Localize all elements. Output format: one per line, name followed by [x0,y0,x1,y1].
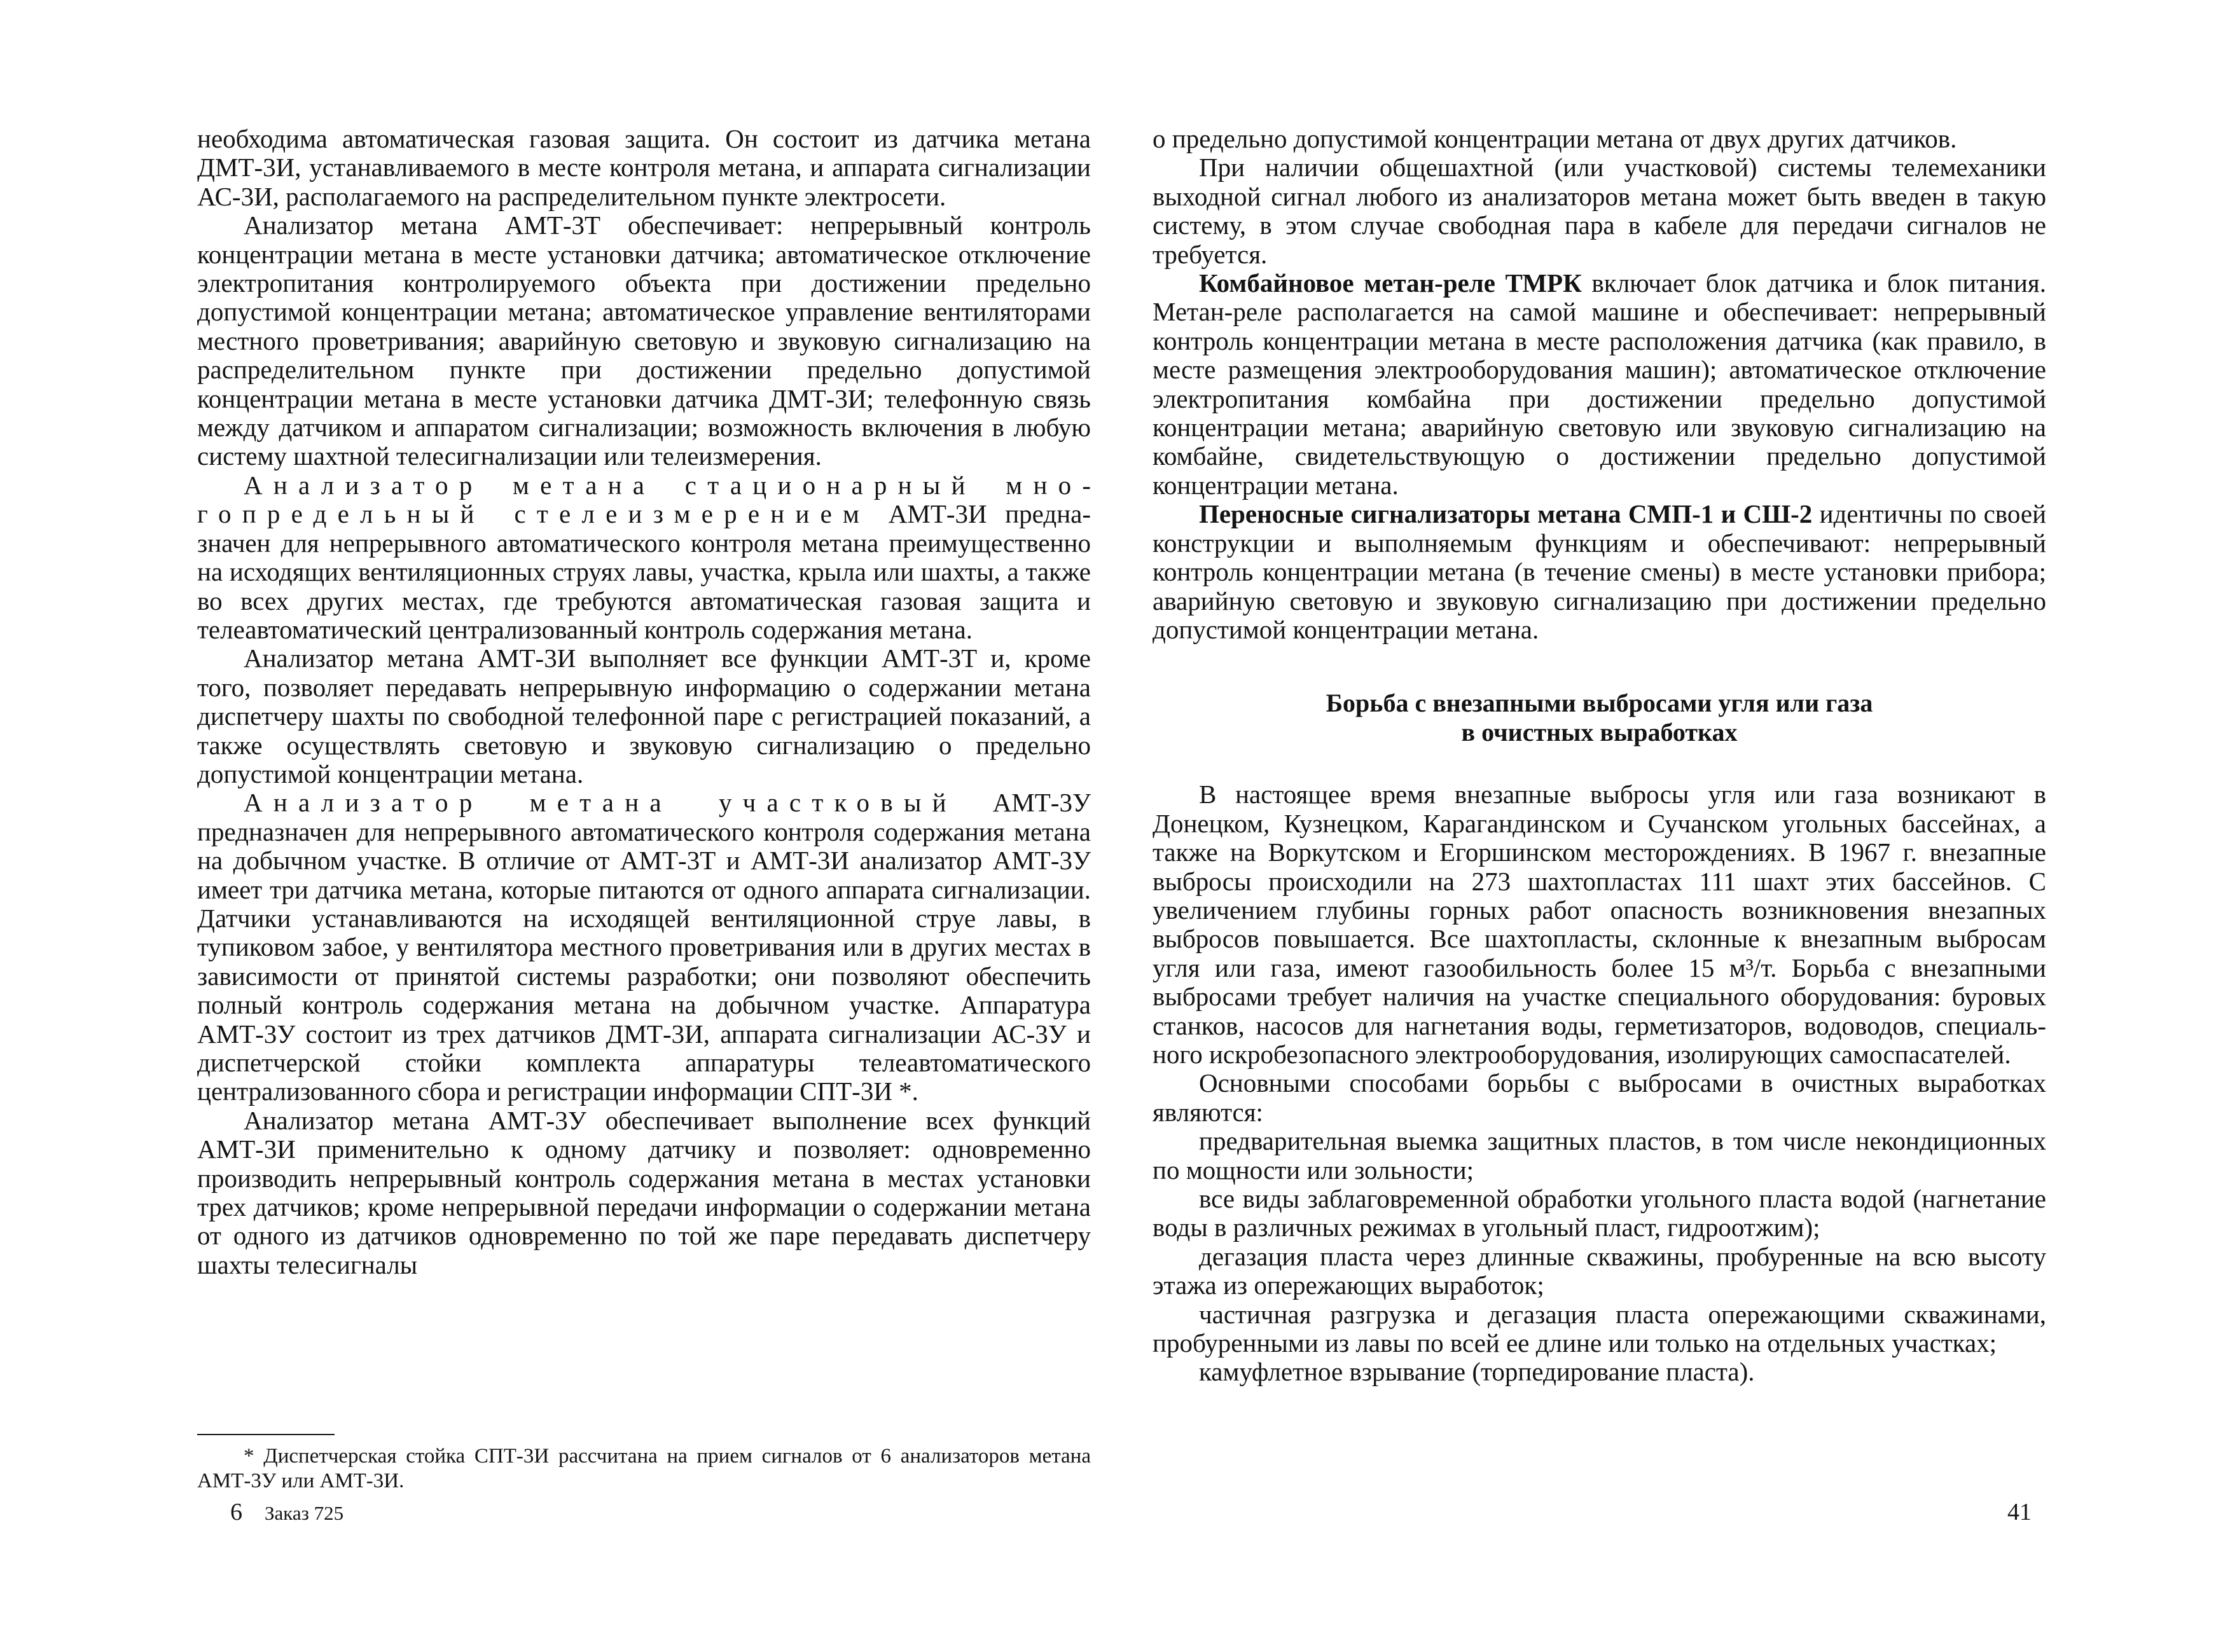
bold-term: Комбайновое метан-реле ТМРК [1199,268,1582,298]
paragraph: Основными способами борьбы с выбросами в очистных выработках являются: [1153,1068,2046,1127]
footnote: * Диспетчерская стойка СПТ-3И рассчитана на прием сигналов от 6 анализаторов метана АМТ-3У или АМТ-3И. [197,1445,1091,1492]
paragraph-text: идентичны по своей конструкции и выполняемым функциям и обеспечивают: непрерывный контроль концентрации метана (в течение смены) в месте установки прибора; аварийную световую и звуковую сигнализацию при достижении предельно допустимой концентрации метана. [1153,499,2047,644]
left-page-text [197,125,1091,1279]
order-label: Заказ 725 [265,1502,344,1524]
list-item: камуфлетное взрывание (торпедирование пласта). [1199,1357,1755,1387]
paragraph: Анализатор метана АМТ-3И выполняет все функции АМТ-3Т и, кроме того, позволяет передавать непрерывную информацию о содержании метана диспетчеру шахты по свободной телефонной паре с регистрацией показаний, а также осуществлять световую и звуковую сигнализацию о предельно допустимой концентрации метана. [197,644,1091,788]
paragraph: Анализатор метана АМТ-3У обеспечивает выполнение всех функций АМТ-3И применительно к одному датчику и позволяет: одновременно производить непрерывный контроль содержания метана в местах установки трех датчиков; кроме непрерывной передачи информации о содержании метана от одного из датчиков одновременно по той же паре передавать диспетчеру шахты телесигналы [197,1105,1091,1279]
paragraph: При наличии общешахтной (или участковой) системы телемеханики выходной сигнал любого из анализаторов метана может быть введен в такую систему, в этом случае свободная пара в кабеле для передачи сигналов не требуется. [1153,153,2046,269]
page-number-right: 41 [2007,1499,2032,1525]
list-item: частичная разгрузка и дегазация пласта опережающими скважинами, пробуренными из лавы по всей ее длине или только на отдельных участках; [1153,1299,2046,1358]
bold-term: Переносные сигнализаторы метана СМП-1 и СШ-2 [1199,499,1813,529]
list-item: все виды заблаговременной обработки угольного пласта водой (нагнетание воды в различных режимах в угольный пласт, гидроотжим); [1153,1184,2046,1242]
list-item: дегазация пласта через длинные скважины, пробуренные на всю высоту этажа из опережающих выработок; [1153,1241,2046,1300]
paragraph: необходима автоматическая газовая защита. Он состоит из датчика метана ДМТ-3И, устанавливаемого в месте контроля метана, и аппарата сигнализации АС-3И, располагаемого на распределительном пункте электросети. [197,124,1091,211]
paragraph [1153,500,2046,644]
paragraph-text: АМТ-3И предназначен для непрерывного автоматического контроля метана преимущественно на исходящих вентиляционных струях лавы, участка, крыла или шахты, а также во всех других местах, где требуются автоматическая газовая защита и телеавтоматический централизованный контроль содержания метана. [197,499,1091,644]
paragraph: В настоящее время внезапные выбросы угля или газа возникают в Донецком, Кузнецком, Карагандинском и Сучанском угольных бассейнах, а также на Воркутском и Егоршинском месторождениях. В 1967 г. внезапные выбросы происходили на 273 шахтопластах 111 шахт этих бассейнов. С увеличением глубины горных работ опасность возникновения внезапных выбросов повышается. Все шахтопласты, склонные к внезапным выбросам угля или газа, имеют газообильность более 15 м³/т. Борьба с внезапными выбросами требует наличия на участке специального оборудования: буровых станков, насосов для нагнетания воды, герметизаторов, водоводов, специального искробезопасного электрооборудования, изолирующих самоспасателей. [1153,780,2046,1069]
footnote-divider [197,1434,335,1435]
page-number-left: 6 [230,1499,242,1525]
paragraph-text: АМТ-3У предназначен для непрерывного автоматического контроля содержания метана на добычном участке. В отличие от АМТ-3Т и АМТ-3И анализатор АМТ-3У имеет три датчика метана, которые питаются от одного аппарата сигнализации. Датчики устанавливаются на исходящей вентиляционной струе лавы, в тупиковом забое, у вентилятора местного проветривания или в других местах в зависимости от принятой системы разработки; они позволяют обеспечить полный контроль содержания метана на добычном участке. Аппаратура АМТ-3У состоит из трех датчиков ДМТ-3И, аппарата сигнализации АС-3У и диспетчерской стойки комплекта аппаратуры телеавтоматического централизованного сбора и регистрации информации СПТ-3И *. [197,788,1091,1106]
list-item: предварительная выемка защитных пластов, в том числе некондиционных по мощности или зольности; [1153,1126,2046,1185]
paragraph-text: включает блок датчика и блок питания. Метан-реле располагается на самой машине и обеспечивает: непрерывный контроль концентрации метана в месте расположения датчика (как правило, в месте размещения электрооборудования машин); автоматическое отключение электропитания комбайна при достижении предельно допустимой концентрации метана; аварийную световую или звуковую сигнализацию на комбайне, свидетельствующую о достижении предельно допустимой концентрации метана. [1153,268,2046,500]
right-page-text [1153,125,2046,1387]
paragraph [1153,269,2046,500]
section-title [1153,689,2046,747]
emphasized-term: Анализатор метана стационарный многопредельный стелеизмерением [197,470,1091,529]
section-title-line: в очистных выработках [1461,718,1738,747]
section-title-line: Борьба с внезапными выбросами угля или газа [1326,689,1873,718]
paragraph [197,788,1091,1106]
paragraph: Анализатор метана АМТ-3Т обеспечивает: непрерывный контроль концентрации метана в месте установки датчика; автоматическое отключение электропитания контролируемого объекта при достижении предельно допустимой концентрации метана; автоматическое управление вентиляторами местного проветривания; аварийную световую и звуковую сигнализацию на распределительном пункте при достижении предельно допустимой концентрации метана в месте установки датчика ДМТ-3И; телефонную связь между датчиком и аппаратом сигнализации; возможность включения в любую систему шахтной телесигнализации или телеизмерения. [197,210,1091,471]
emphasized-term: Анализатор метана участковый [244,788,957,818]
paragraph [197,471,1091,644]
paragraph: о предельно допустимой концентрации метана от двух других датчиков. [1153,124,1957,153]
